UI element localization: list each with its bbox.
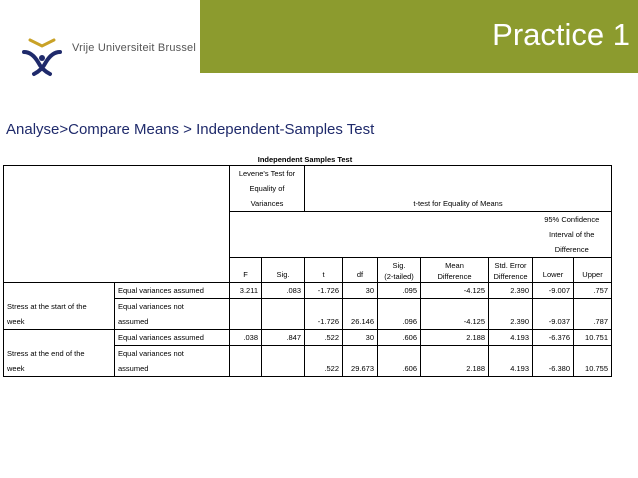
value-mean-difference: -4.125 bbox=[421, 283, 489, 299]
slide-title: Practice 1 bbox=[492, 17, 630, 52]
group-label-end bbox=[4, 330, 115, 377]
value-sig: .847 bbox=[262, 330, 305, 346]
value-df: 30 bbox=[343, 283, 378, 299]
col-header-t: t bbox=[305, 258, 343, 283]
value-df: 26.146 bbox=[343, 299, 378, 330]
ci-header-2: Interval of the bbox=[533, 227, 612, 242]
brand-name: Vrije Universiteit Brussel bbox=[72, 42, 196, 54]
value-upper: 10.751 bbox=[574, 330, 612, 346]
ttest-header-spacer-2 bbox=[305, 181, 612, 196]
slide-header bbox=[0, 0, 638, 73]
value-t: -1.726 bbox=[305, 283, 343, 299]
table-caption: Independent Samples Test bbox=[257, 155, 353, 164]
value-df: 29.673 bbox=[343, 346, 378, 377]
col-header-se-b: Difference bbox=[493, 272, 528, 281]
ci-header-3: Difference bbox=[533, 242, 612, 258]
group-label-start-a: Stress at the start of the bbox=[7, 302, 87, 311]
group-label-start bbox=[4, 283, 115, 330]
value-mean-difference: -4.125 bbox=[421, 299, 489, 330]
value-t: -1.726 bbox=[305, 299, 343, 330]
col-header-mean-b: Difference bbox=[437, 272, 472, 281]
value-mean-difference: 2.188 bbox=[421, 330, 489, 346]
ttest-header: t-test for Equality of Means bbox=[305, 196, 612, 212]
independent-samples-test-table bbox=[3, 165, 612, 377]
col-header-sig2-b: (2-tailed) bbox=[384, 272, 414, 281]
header-blank-3 bbox=[230, 212, 533, 258]
value-f bbox=[230, 346, 262, 377]
value-std-error: 4.193 bbox=[489, 346, 533, 377]
col-header-std-error-difference bbox=[489, 258, 533, 283]
col-header-df: df bbox=[343, 258, 378, 283]
col-header-mean-a: Mean bbox=[445, 261, 464, 270]
assumption-label: Equal variances assumed bbox=[115, 330, 230, 346]
header-blank-2 bbox=[4, 212, 230, 283]
header-accent-band bbox=[200, 0, 638, 73]
assumption-label: Equal variances not bbox=[115, 299, 230, 315]
col-header-sig-2tailed bbox=[378, 258, 421, 283]
value-f: 3.211 bbox=[230, 283, 262, 299]
assumption-label-cont: assumed bbox=[115, 361, 230, 377]
value-sig-2tailed: .606 bbox=[378, 330, 421, 346]
vub-logo-icon bbox=[20, 38, 65, 78]
assumption-label-cont: assumed bbox=[115, 314, 230, 330]
levene-header-3: Variances bbox=[230, 196, 305, 212]
value-std-error: 2.390 bbox=[489, 283, 533, 299]
group-label-start-b: week bbox=[7, 317, 25, 326]
value-upper: .787 bbox=[574, 299, 612, 330]
col-header-f: F bbox=[230, 258, 262, 283]
col-header-se-a: Std. Error bbox=[494, 261, 527, 270]
value-lower: -6.380 bbox=[533, 346, 574, 377]
value-sig bbox=[262, 299, 305, 330]
value-f bbox=[230, 299, 262, 330]
group-label-end-b: week bbox=[7, 364, 25, 373]
header-blank bbox=[4, 166, 230, 212]
value-upper: 10.755 bbox=[574, 346, 612, 377]
value-sig-2tailed: .606 bbox=[378, 346, 421, 377]
value-sig bbox=[262, 346, 305, 377]
value-t: .522 bbox=[305, 330, 343, 346]
menu-path-subtitle: Analyse>Compare Means > Independent-Samples Test bbox=[6, 121, 375, 138]
header-logo-area bbox=[0, 0, 200, 73]
ttest-header-spacer bbox=[305, 166, 612, 182]
value-std-error: 2.390 bbox=[489, 299, 533, 330]
value-lower: -9.007 bbox=[533, 283, 574, 299]
value-t: .522 bbox=[305, 346, 343, 377]
value-upper: .757 bbox=[574, 283, 612, 299]
value-lower: -9.037 bbox=[533, 299, 574, 330]
assumption-label: Equal variances not bbox=[115, 346, 230, 362]
levene-header-1: Levene's Test for bbox=[230, 166, 305, 182]
col-header-mean-difference bbox=[421, 258, 489, 283]
col-header-lower: Lower bbox=[533, 258, 574, 283]
col-header-sig: Sig. bbox=[262, 258, 305, 283]
levene-header-2: Equality of bbox=[230, 181, 305, 196]
col-header-upper: Upper bbox=[574, 258, 612, 283]
value-f: .038 bbox=[230, 330, 262, 346]
value-sig-2tailed: .096 bbox=[378, 299, 421, 330]
value-sig: .083 bbox=[262, 283, 305, 299]
group-label-end-a: Stress at the end of the bbox=[7, 349, 85, 358]
value-lower: -6.376 bbox=[533, 330, 574, 346]
value-sig-2tailed: .095 bbox=[378, 283, 421, 299]
value-mean-difference: 2.188 bbox=[421, 346, 489, 377]
assumption-label: Equal variances assumed bbox=[115, 283, 230, 299]
ci-header-1: 95% Confidence bbox=[533, 212, 612, 228]
value-std-error: 4.193 bbox=[489, 330, 533, 346]
value-df: 30 bbox=[343, 330, 378, 346]
col-header-sig2-a: Sig. bbox=[392, 261, 406, 270]
